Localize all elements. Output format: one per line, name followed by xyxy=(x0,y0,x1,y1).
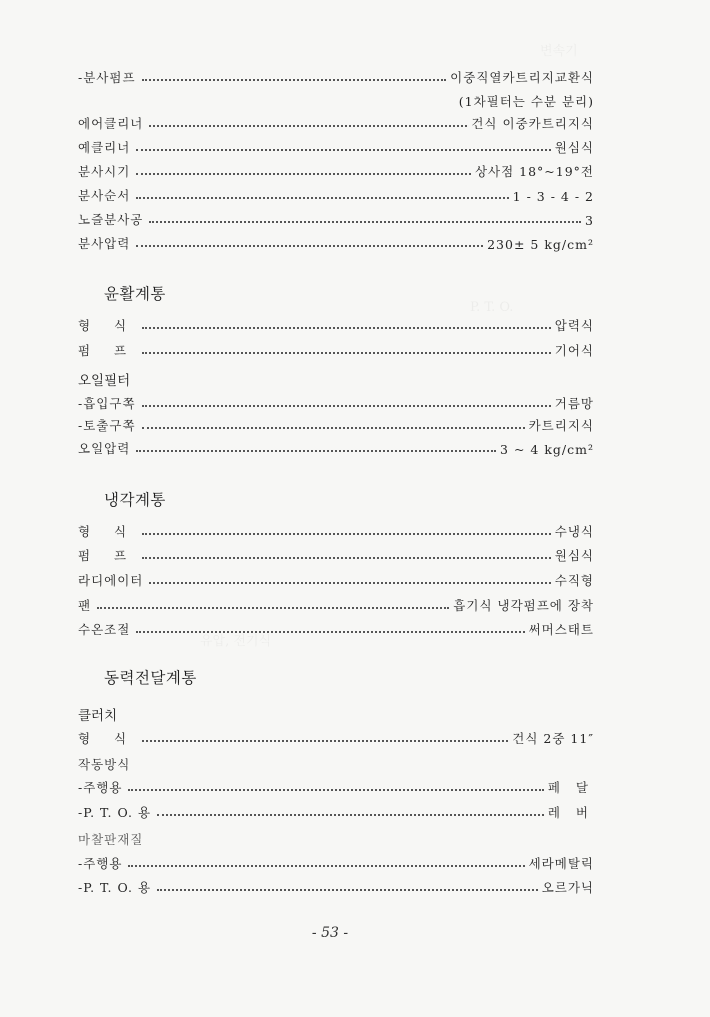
spec-row-pre-cleaner: 예클리너 원심식 xyxy=(78,140,594,155)
leader-dots xyxy=(149,221,581,223)
leader-dots xyxy=(142,740,508,742)
spec-row-pto-operation: -P. T. O. 용 레 버 xyxy=(78,805,594,820)
spec-row-oil-intake: -흡입구쪽 거름망 xyxy=(78,396,594,411)
show-through-text xyxy=(540,40,578,59)
clutch-operation-title: 작동방식 xyxy=(78,757,131,772)
spec-row-clutch-type: 형 식 건식 2중 11″ xyxy=(78,731,594,746)
spec-note: (1차필터는 수분 분리) xyxy=(458,94,594,109)
spec-row-firing-order: 분사순서 1 - 3 - 4 - 2 xyxy=(78,188,594,204)
leader-dots xyxy=(136,631,524,633)
spec-row-injection-timing: 분사시기 상사점 18°~19°전 xyxy=(78,164,594,179)
leader-dots xyxy=(136,197,508,199)
leader-dots xyxy=(142,405,551,407)
leader-dots xyxy=(97,607,449,609)
spec-row-pto-friction: -P. T. O. 용 오르가닉 xyxy=(78,880,594,895)
spec-row-radiator: 라디에이터 수직형 xyxy=(78,573,594,588)
section-title-power-transmission: 동력전달계통 xyxy=(104,669,197,687)
leader-dots xyxy=(157,889,538,891)
section-title-lubrication: 윤활계통 xyxy=(104,285,166,303)
leader-dots xyxy=(128,789,543,791)
leader-dots xyxy=(136,173,471,175)
section-title-cooling: 냉각계통 xyxy=(104,491,166,509)
leader-dots xyxy=(142,79,447,81)
spec-row-oil-pressure: 오일압력 3 ~ 4 kg/cm² xyxy=(78,441,594,457)
leader-dots xyxy=(142,352,551,354)
spec-row-injection-pump: -분사펌프 이중직열카트리지교환식 xyxy=(78,70,594,85)
friction-material-title: 마찰판재질 xyxy=(78,832,144,847)
spec-row-drive-friction: -주행용 세라메탈릭 xyxy=(78,856,594,871)
spec-row-injection-pressure: 분사압력 230± 5 kg/cm² xyxy=(78,236,594,252)
leader-dots xyxy=(142,533,551,535)
spec-row-air-cleaner: 에어클리너 건식 이중카트리지식 xyxy=(78,116,594,131)
spec-row-thermostat: 수온조절 써머스태트 xyxy=(78,622,594,637)
leader-dots xyxy=(136,245,483,247)
leader-dots xyxy=(136,450,496,452)
leader-dots xyxy=(149,125,467,127)
subsection-title-clutch: 클러치 xyxy=(78,708,118,724)
spec-row-lube-pump: 펌 프 기어식 xyxy=(78,343,594,358)
leader-dots xyxy=(149,582,550,584)
leader-dots xyxy=(142,557,551,559)
spec-row-cooling-pump: 펌 프 원심식 xyxy=(78,548,594,563)
show-through-text xyxy=(470,300,513,315)
spec-row-oil-outlet: -토출구쪽 카트리지식 xyxy=(78,418,594,433)
leader-dots xyxy=(157,814,544,816)
subsection-title-oil-filter: 오일필터 xyxy=(78,373,131,389)
spec-row-nozzle-holes: 노즐분사공 3 xyxy=(78,212,594,228)
spec-row-lube-type: 형 식 압력식 xyxy=(78,318,594,333)
spec-row-drive-operation: -주행용 페 달 xyxy=(78,780,594,795)
leader-dots xyxy=(136,149,550,151)
leader-dots xyxy=(128,865,524,867)
spec-row-cooling-type: 형 식 수냉식 xyxy=(78,524,594,539)
page-number: - 53 - xyxy=(311,925,349,941)
leader-dots xyxy=(142,427,525,429)
spec-row-fan: 팬 흡기식 냉각펌프에 장착 xyxy=(78,598,594,613)
leader-dots xyxy=(142,327,551,329)
